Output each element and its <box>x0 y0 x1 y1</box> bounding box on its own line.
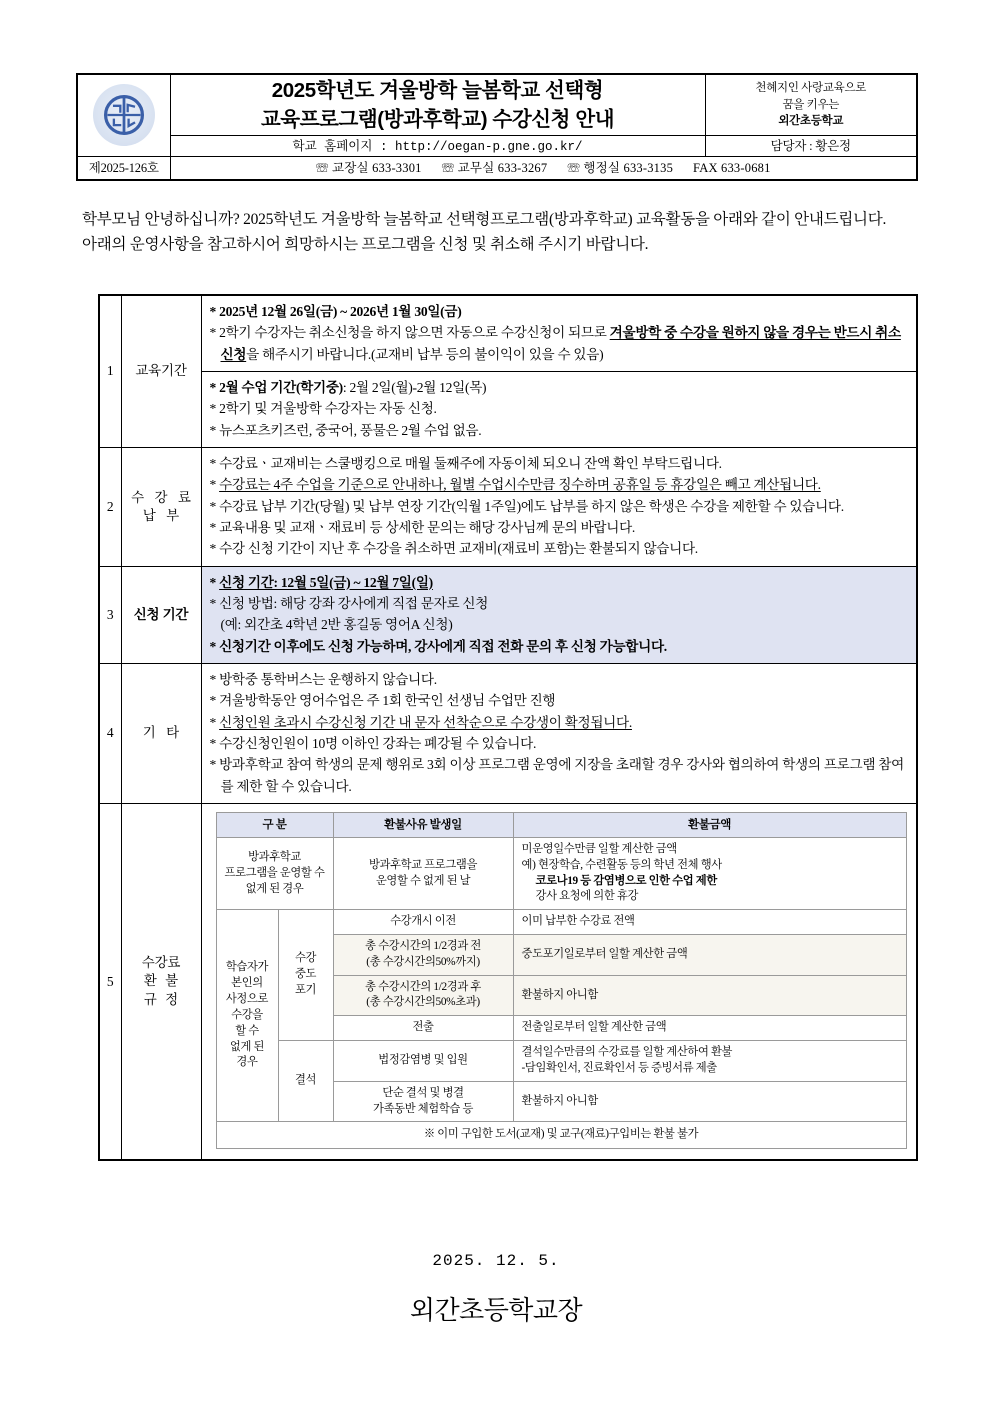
manager-name: 담당자 : 황은정 <box>770 139 851 154</box>
row-label-text: 기 타 <box>142 725 183 741</box>
row-body-education-period-b <box>201 371 917 447</box>
reason-line-2: 가족동반 체험학습 등 <box>373 1102 474 1115</box>
refund-header-reason: 환불사유 발생일 <box>333 812 513 837</box>
amount-line-2: -담임확인서, 진료확인서 등 증빙서류 제출 <box>521 1061 717 1074</box>
phone-office: ☏ 교무실 633-3267 <box>441 161 548 176</box>
row-label-text-line1: 수강료 <box>141 955 181 971</box>
application-dates <box>210 572 909 593</box>
school-emblem-icon <box>93 84 155 146</box>
behavior-policy-note: * 방과후학교 참여 학생의 문제 행위로 3회 이상 프로그램 운영에 지장을 초래할 경우 강사와 협의하여 학생의 프로그램 참여를 제한 할 수 있습니다. <box>209 757 904 794</box>
refund-amount-3: 전출일로부터 일할 계산한 금액 <box>513 1016 906 1041</box>
row-label-text-line2: 환 불 <box>143 973 181 989</box>
document-title-line1: 2025학년도 겨울방학 늘봄학교 선택형 <box>271 78 604 102</box>
reason-line-1: 방과후학교 프로그램을 <box>368 858 478 871</box>
refund-reason-3: 전출 <box>333 1016 513 1041</box>
auto-enroll-text-1: * 2학기 수강자는 취소신청을 하지 않으면 자동으로 수강신청이 되므로 <box>209 325 610 341</box>
refund-category-learner-reason <box>216 910 278 1122</box>
sub-line-3: 포기 <box>294 984 317 997</box>
refund-amount-5: 환불하지 아니함 <box>513 1081 906 1122</box>
row-body-refund-rules <box>201 803 917 1160</box>
min-enrollment-note: * 수강신청인원이 10명 이하인 강좌는 폐강될 수 있습니다. <box>209 735 537 751</box>
late-application-note: * 신청기간 이후에도 신청 가능하며, 강사에게 직접 전화 문의 후 신청 가능합니다. <box>209 638 667 654</box>
bullet-star: * <box>209 714 220 730</box>
refund-footnote-row <box>216 1122 906 1149</box>
intro-paragraph-1: 학부모님 안녕하십니까? 2025학년도 겨울방학 늘봄학교 선택형프로그램(방과후학교) 교육활동을 아래와 같이 안내드립니다. <box>82 211 887 228</box>
refund-row-program-cancelled <box>216 837 906 909</box>
auto-enroll-emphasis: 겨울방학 중 수강을 원하지 않을 경우는 반드시 취소 신청 <box>220 325 901 362</box>
row-body-other <box>201 663 917 803</box>
homepage-cell <box>170 135 705 156</box>
row-label-refund-rules <box>121 803 201 1160</box>
table-row-education-period <box>99 295 917 371</box>
notice-main-table <box>98 294 918 1161</box>
reason-line-2: (총 수강시간의50%까지) <box>366 955 480 968</box>
row-label-application-period <box>121 566 201 663</box>
row-number-2: 2 <box>99 447 121 566</box>
refund-reason-5 <box>333 1081 513 1122</box>
refund-header-amount: 환불금액 <box>513 812 906 837</box>
application-dates-emphasis: 신청 기간: 12월 5일(금) ~ 12월 7일(일) <box>219 574 433 590</box>
reason-line-1: 단순 결석 및 병결 <box>382 1086 464 1099</box>
cat-line-4: 수강을 <box>231 1008 263 1021</box>
intro-paragraph-2: 아래의 운영사항을 참고하시어 희망하시는 프로그램을 신청 및 취소해 주시기 바랍니다. <box>82 236 649 254</box>
english-class-note: * 겨울방학동안 영어수업은 주 1회 한국인 선생님 수업만 진행 <box>209 693 556 709</box>
cat-line-3: 사정으로 <box>225 993 269 1006</box>
cat-line-3: 없게 된 경우 <box>245 882 304 895</box>
fax-number: FAX 633-0681 <box>693 161 771 176</box>
cat-line-5: 할 수 <box>235 1024 259 1037</box>
table-row-tuition-payment <box>99 447 917 566</box>
amount-line-1: 미운영일수만큼 일할 계산한 금액 <box>521 842 677 855</box>
homepage-url[interactable]: 학교 홈페이지 : http://oegan-p.gne.go.kr/ <box>292 140 583 155</box>
manager-cell <box>705 135 917 156</box>
first-come-underlined: 신청인원 초과시 수강신청 기간 내 문자 선착순으로 수강생이 확정됩니다. <box>219 714 632 730</box>
school-emblem-svg <box>101 92 147 138</box>
row-number-5: 5 <box>99 803 121 1160</box>
february-dates: : 2월 2일(월)-2월 12일(목) <box>342 379 487 395</box>
phone-row <box>170 156 917 180</box>
period-dates: * 2025년 12월 26일(금) ~ 2026년 1월 30일(금) <box>209 304 462 319</box>
no-shuttle-bus-note: * 방학중 통학버스는 운행하지 않습니다. <box>209 671 437 687</box>
cat-line-6: 없게 된 <box>229 1040 265 1053</box>
motto-line-1: 천혜지인 사랑교육으로 <box>755 81 867 94</box>
refund-reason-1 <box>333 935 513 976</box>
document-signature: 외간초등학교장 <box>409 1296 583 1325</box>
document-number: 제2025-126호 <box>88 161 159 176</box>
refund-row-before-start <box>216 910 906 935</box>
school-motto-cell <box>705 74 917 135</box>
amount-line-3: 코로나19 등 감염병으로 인한 수업 제한 <box>535 874 717 887</box>
refund-footnote: ※ 이미 구입한 도서(교재) 및 교구(재료)구입비는 환불 불가 <box>216 1122 906 1149</box>
tuition-inquiry-note: * 교육내용 및 교재ㆍ재료비 등 상세한 문의는 해당 강사님께 문의 바랍니다. <box>209 519 636 535</box>
refund-amount-4 <box>513 1041 906 1082</box>
row-label-other <box>121 663 201 803</box>
row-label-text-line3: 규 정 <box>143 991 181 1007</box>
phone-admin: ☏ 행정실 633-3135 <box>567 161 674 176</box>
motto-line-2: 꿈을 키우는 <box>782 98 840 111</box>
phone-principal: ☏ 교장실 633-3301 <box>315 161 422 176</box>
letterhead-table <box>76 73 918 181</box>
refund-subcategory-dropout <box>278 910 333 1041</box>
refund-reason-0: 수강개시 이전 <box>333 910 513 935</box>
refund-header-category: 구 분 <box>216 812 333 837</box>
refund-amount-2: 환불하지 아니함 <box>513 975 906 1016</box>
auto-enroll-text-2: 을 해주시기 바랍니다.(교재비 납부 등의 불이익이 있을 수 있음) <box>246 346 604 362</box>
school-name: 외간초등학교 <box>778 115 844 128</box>
application-example: (예: 외간초 4학년 2반 홍길동 영어A 신청) <box>220 617 453 633</box>
bullet-star: * <box>209 477 220 493</box>
tuition-calculation-underlined: 수강료는 4주 수업을 기준으로 안내하나, 월별 수업시수만큼 징수하며 공휴일 등 휴강일은 빼고 계산됩니다. <box>219 477 821 493</box>
no-february-class-note: * 뉴스포츠키즈런, 중국어, 풍물은 2월 수업 없음. <box>209 422 482 438</box>
table-row-february-period <box>99 371 917 447</box>
row-body-application-period <box>201 566 917 663</box>
document-date: 2025. 12. 5. <box>432 1252 560 1270</box>
reason-line-1: 총 수강시간의 1/2경과 후 <box>365 980 481 993</box>
intro-paragraphs <box>62 207 930 257</box>
document-number-cell <box>77 156 170 180</box>
refund-amount-1: 중도포기일로부터 일할 계산한 금액 <box>513 935 906 976</box>
february-label: * 2월 수업 기간(학기중) <box>209 379 343 395</box>
document-title-cell <box>170 74 705 135</box>
refund-subcategory-absence: 결석 <box>278 1041 333 1122</box>
refund-category-program-cancelled <box>216 837 333 909</box>
tuition-calculation-note <box>210 474 909 495</box>
tuition-deadline-note: * 수강료 납부 기간(당월) 및 납부 연장 기간(익월 1주일)에도 납부를 하지 않은 학생은 수강을 제한할 수 있습니다. <box>209 498 844 514</box>
application-method: * 신청 방법: 해당 강좌 강사에게 직접 문자로 신청 <box>209 595 489 611</box>
refund-reason-program-cancelled <box>333 837 513 909</box>
row-label-text: 교육기간 <box>135 363 187 379</box>
sub-line-1: 수강 <box>294 952 317 965</box>
table-row-refund-rules <box>99 803 917 1160</box>
row-body-tuition-payment <box>201 447 917 566</box>
row-label-tuition-payment <box>121 447 201 566</box>
cat-line-2: 프로그램을 운영할 수 <box>224 866 325 879</box>
reason-line-1: 총 수강시간의 1/2경과 전 <box>365 940 481 953</box>
row-label-education-period <box>121 295 201 447</box>
row-number-3: 3 <box>99 566 121 663</box>
refund-rules-table <box>216 812 907 1149</box>
tuition-materials-refund-note: * 수강 신청 기간이 지난 후 수강을 취소하면 교재비(재료비 포함)는 환불되지 않습니다. <box>209 541 698 557</box>
period-auto-enroll-note <box>210 322 909 365</box>
cat-line-1: 학습자가 <box>225 961 269 974</box>
refund-header-row <box>216 812 906 837</box>
school-logo-cell <box>77 74 170 156</box>
tuition-autodebit-note: * 수강료ㆍ교재비는 스쿨뱅킹으로 매월 둘째주에 자동이체 되오니 잔액 확인 부탁드립니다. <box>209 455 722 471</box>
cat-line-7: 경우 <box>236 1056 258 1069</box>
row-label-text-line1: 수 강 료 <box>131 489 195 505</box>
refund-reason-2 <box>333 975 513 1016</box>
refund-row-infectious-disease <box>216 1041 906 1082</box>
row-label-text-line2: 납 부 <box>142 507 183 523</box>
bullet-star: * <box>209 574 220 590</box>
first-come-basis-note <box>210 712 909 733</box>
reason-line-2: 운영할 수 없게 된 날 <box>375 874 471 887</box>
amount-line-2: 예) 현장학습, 수련활동 등의 학년 전체 행사 <box>521 858 722 871</box>
row-number-4: 4 <box>99 663 121 803</box>
document-title-line2: 교육프로그램(방과후학교) 수강신청 안내 <box>260 107 615 131</box>
refund-amount-0: 이미 납부한 수강료 전액 <box>513 910 906 935</box>
row-number-1: 1 <box>99 295 121 447</box>
amount-line-1: 결석일수만큼의 수강료를 일할 계산하여 환불 <box>521 1046 733 1059</box>
auto-application-note: * 2학기 및 겨울방학 수강자는 자동 신청. <box>209 401 437 417</box>
table-row-other <box>99 663 917 803</box>
sub-line-2: 중도 <box>294 968 317 981</box>
reason-line-2: (총 수강시간의50%초과) <box>366 996 480 1009</box>
refund-reason-4: 법정감염병 및 입원 <box>333 1041 513 1082</box>
row-body-education-period-a <box>201 295 917 371</box>
cat-line-2: 본인의 <box>231 977 263 990</box>
row-label-text: 신청 기간 <box>133 606 189 622</box>
refund-amount-program-cancelled <box>513 837 906 909</box>
february-class-period <box>210 377 909 398</box>
amount-line-4: 강사 요청에 의한 휴강 <box>535 890 639 903</box>
table-row-application-period <box>99 566 917 663</box>
cat-line-1: 방과후학교 <box>248 850 301 863</box>
